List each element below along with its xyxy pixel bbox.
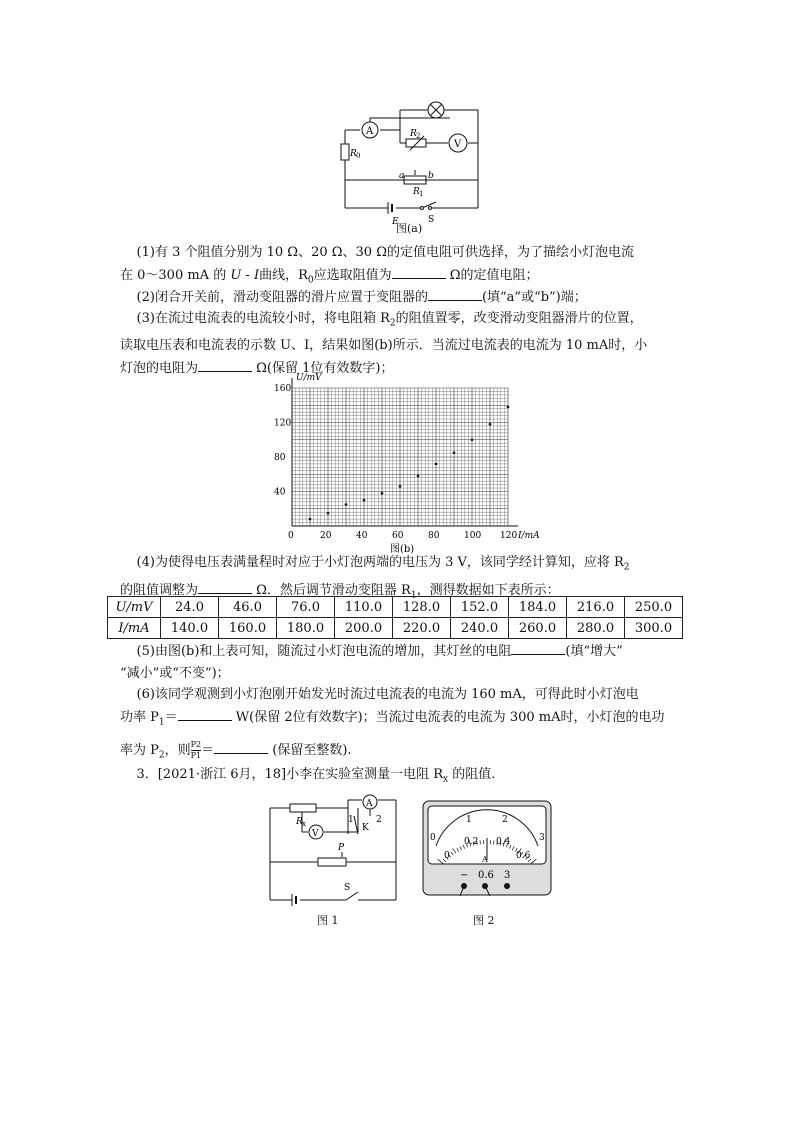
svg-text:1: 1 bbox=[419, 190, 424, 198]
svg-text:3: 3 bbox=[504, 870, 511, 881]
svg-text:E: E bbox=[392, 217, 399, 227]
voltmeter-label: V bbox=[454, 139, 462, 150]
ammeter-label: A bbox=[366, 126, 374, 137]
question-2: (2)闭合开关前，滑动变阻器的滑片应置于变阻器的 (填“a”或“b”)端； bbox=[120, 286, 680, 309]
svg-text:S: S bbox=[428, 215, 435, 225]
data-point bbox=[381, 492, 384, 495]
svg-text:0.6: 0.6 bbox=[516, 851, 531, 861]
svg-text:0.4: 0.4 bbox=[496, 837, 511, 847]
table-cell: 140.0 bbox=[161, 618, 219, 639]
svg-text:K: K bbox=[362, 823, 369, 833]
svg-text:R: R bbox=[410, 129, 417, 139]
x-tick-label: 40 bbox=[356, 531, 368, 541]
x-tick-label: 60 bbox=[392, 531, 404, 541]
answer-blank-2[interactable] bbox=[428, 286, 482, 301]
x-tick-label: 100 bbox=[464, 531, 482, 541]
data-point bbox=[471, 438, 474, 441]
table-cell: 76.0 bbox=[277, 597, 335, 618]
ammeter-dial-fig2 bbox=[422, 800, 552, 896]
answer-blank-5[interactable] bbox=[511, 640, 565, 655]
table-cell: 180.0 bbox=[277, 618, 335, 639]
table-head-i: I/mA bbox=[108, 618, 161, 639]
table-cell: 220.0 bbox=[393, 618, 451, 639]
answer-blank-6[interactable] bbox=[178, 706, 232, 721]
question-3: (3)在流过电流表的电流较小时，将电阻箱 $R_2$的阻值置零，改变滑动变阻器滑片的位置， 读取电压表和电流表的示数 U、I，结果如图(b)所示．当流过电流表的电流为 10 mA时，小 灯泡的电阻为 Ω(保留 1位有效数字)； bbox=[120, 311, 648, 376]
y-axis-label: U/mV bbox=[296, 373, 322, 383]
data-point bbox=[309, 518, 312, 521]
table-cell: 300.0 bbox=[625, 618, 683, 639]
answer-blank-1[interactable] bbox=[392, 264, 446, 279]
question-5: (5)由图(b)和上表可知，随流过小灯泡电流的增加，其灯丝的电阻 (填“增大” “减小”或“不变”)； bbox=[120, 640, 680, 685]
table-cell: 160.0 bbox=[219, 618, 277, 639]
table-cell: 216.0 bbox=[567, 597, 625, 618]
x-axis-label: I/mA bbox=[518, 531, 540, 541]
data-point bbox=[363, 499, 366, 502]
chart-b bbox=[270, 366, 560, 554]
data-point bbox=[453, 451, 456, 454]
svg-text:R: R bbox=[296, 817, 303, 827]
svg-text:0.6: 0.6 bbox=[478, 870, 494, 881]
x-tick-label: 0 bbox=[288, 531, 294, 541]
svg-text:1: 1 bbox=[466, 815, 472, 825]
svg-text:A: A bbox=[482, 855, 488, 864]
svg-text:0.2: 0.2 bbox=[464, 837, 479, 847]
figure-1-caption: 图 1 bbox=[317, 914, 339, 927]
table-cell: 184.0 bbox=[509, 597, 567, 618]
table-cell: 200.0 bbox=[335, 618, 393, 639]
svg-text:2: 2 bbox=[416, 132, 421, 140]
chart-caption: 图(b) bbox=[390, 544, 415, 554]
table-cell: 152.0 bbox=[451, 597, 509, 618]
table-cell: 110.0 bbox=[335, 597, 393, 618]
table-cell: 260.0 bbox=[509, 618, 567, 639]
circuit-diagram-a bbox=[330, 98, 490, 238]
svg-text:b: b bbox=[428, 171, 434, 181]
svg-text:R: R bbox=[413, 187, 420, 197]
table-row-u bbox=[108, 597, 683, 618]
table-cell: 280.0 bbox=[567, 618, 625, 639]
data-point bbox=[327, 512, 330, 515]
x-tick-label: 120 bbox=[500, 531, 518, 541]
svg-text:P: P bbox=[338, 843, 345, 853]
svg-text:2: 2 bbox=[502, 815, 508, 825]
svg-text:S: S bbox=[344, 883, 351, 893]
table-cell: 128.0 bbox=[393, 597, 451, 618]
table-head-u: U/mV bbox=[108, 597, 161, 618]
answer-blank-7[interactable] bbox=[214, 739, 268, 754]
svg-text:0: 0 bbox=[356, 152, 361, 160]
svg-text:−: − bbox=[460, 870, 469, 881]
question-4: (4)为使得电压表满量程时对应于小灯泡两端的电压为 3 V，该同学经计算知，应将 $R_2$ 的阻值调整为 Ω．然后调节滑动变阻器 $R_1$，测得数据如下表所示： bbox=[120, 555, 630, 601]
x-tick-label: 20 bbox=[320, 531, 332, 541]
data-point bbox=[399, 485, 402, 488]
data-point bbox=[435, 463, 438, 466]
data-point bbox=[507, 406, 510, 409]
question-1: (1)有 3 个阻值分别为 10 Ω、20 Ω、30 Ω的定值电阻可供选择，为了描绘小灯泡电流 在 0～300 mA 的 U - I曲线，$R_0$应选取阻值为 Ω的定值电阻； bbox=[120, 245, 634, 286]
answer-blank-3[interactable] bbox=[198, 357, 252, 372]
table-cell: 24.0 bbox=[161, 597, 219, 618]
svg-text:x: x bbox=[302, 820, 306, 828]
svg-text:a: a bbox=[399, 171, 405, 181]
figure-a-caption: 图(a) bbox=[396, 222, 423, 235]
svg-text:V: V bbox=[312, 829, 319, 839]
svg-text:3: 3 bbox=[539, 833, 545, 843]
table-cell: 46.0 bbox=[219, 597, 277, 618]
table-cell: 240.0 bbox=[451, 618, 509, 639]
data-table bbox=[107, 596, 683, 639]
circuit-diagram-fig1 bbox=[262, 794, 412, 910]
y-tick-label: 160 bbox=[274, 384, 292, 394]
data-point bbox=[345, 503, 348, 506]
svg-text:0: 0 bbox=[430, 833, 436, 843]
data-point bbox=[489, 423, 492, 426]
x-tick-label: 80 bbox=[428, 531, 440, 541]
svg-text:A: A bbox=[366, 799, 373, 809]
svg-text:2: 2 bbox=[376, 815, 382, 825]
svg-text:1: 1 bbox=[348, 815, 354, 825]
table-cell: 250.0 bbox=[625, 597, 683, 618]
y-tick-label: 40 bbox=[274, 487, 286, 498]
figure-2-caption: 图 2 bbox=[473, 914, 495, 927]
svg-text:0: 0 bbox=[444, 851, 450, 861]
question-6: (6)该同学观测到小灯泡刚开始发光时流过电流表的电流为 160 mA，可得此时小灯泡电 功率 $P_1= W$(保留 2位有效数字)；当流过电流表的电流为 300 mA时，小灯泡的电功 率为 $P_2$，则 $\frac{P2}{P1}$ ＝ (保留至整数). bbox=[120, 687, 665, 761]
table-row-i bbox=[108, 618, 683, 639]
svg-text:R: R bbox=[350, 149, 357, 159]
question-7: 3．[2021·浙江 6月，18]小李在实验室测量一电阻 $R_x$ 的阻值． bbox=[136, 767, 505, 785]
y-tick-label: 120 bbox=[274, 418, 292, 429]
y-tick-label: 80 bbox=[274, 453, 286, 463]
answer-blank-4[interactable] bbox=[198, 579, 252, 594]
data-point bbox=[417, 475, 420, 478]
